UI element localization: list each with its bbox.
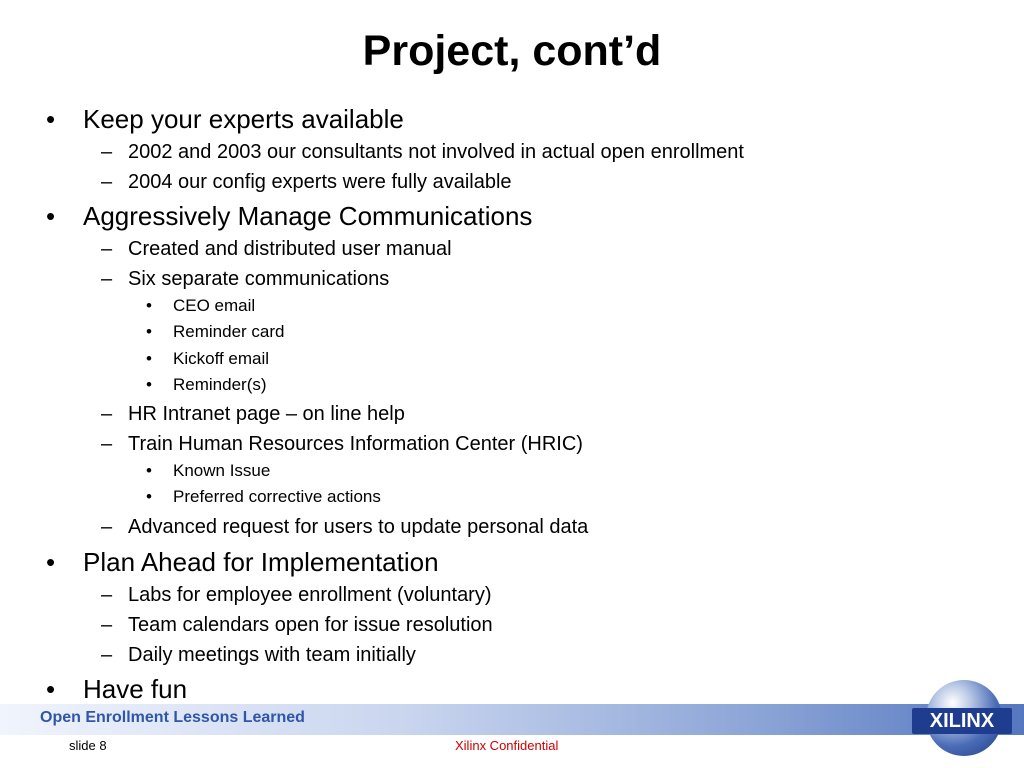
logo-text: XILINX	[929, 710, 995, 732]
footer-title: Open Enrollment Lessons Learned	[40, 709, 305, 726]
bullet-marker: –	[101, 268, 113, 290]
bullet-text: Team calendars open for issue resolution	[128, 614, 493, 636]
bullet-marker: –	[101, 433, 113, 455]
bullet-text: Reminder card	[173, 322, 285, 341]
bullet-item-level-3	[146, 296, 256, 316]
bullet-text: Created and distributed user manual	[128, 238, 452, 260]
bullet-text: Known Issue	[173, 461, 271, 480]
bullet-marker: –	[101, 614, 113, 636]
bullet-text: 2002 and 2003 our consultants not involved in actual open enrollment	[128, 141, 744, 163]
bullet-item-level-2	[101, 613, 493, 637]
bullet-marker: •	[146, 375, 152, 394]
bullet-marker: •	[146, 296, 152, 315]
bullet-marker: •	[46, 201, 56, 231]
bullet-marker: –	[101, 238, 113, 260]
bullet-text: Train Human Resources Information Center (HRIC)	[128, 433, 583, 455]
bullet-text: Plan Ahead for Implementation	[83, 547, 439, 577]
bullet-item-level-3	[146, 461, 271, 481]
bullet-marker: –	[101, 584, 113, 606]
bullet-item-level-2	[101, 583, 492, 607]
bullet-item-level-2	[101, 267, 390, 291]
bullet-text: Have fun	[83, 674, 188, 704]
bullet-item-level-1	[46, 674, 188, 704]
xilinx-logo-icon	[912, 680, 1012, 760]
confidential-label: Xilinx Confidential	[455, 738, 559, 753]
bullet-item-level-1	[46, 201, 533, 231]
bullet-item-level-3	[146, 349, 270, 369]
slide-number: slide 8	[69, 738, 107, 753]
bullet-marker: –	[101, 171, 113, 193]
bullet-marker: •	[46, 104, 56, 134]
bullet-text: 2004 our config experts were fully available	[128, 171, 512, 193]
bullet-item-level-2	[101, 402, 405, 426]
bullet-item-level-2	[101, 643, 416, 667]
bullet-item-level-2	[101, 140, 744, 164]
bullet-marker: –	[101, 403, 113, 425]
slide-title: Project, cont’d	[362, 27, 662, 75]
bullet-text: Preferred corrective actions	[173, 487, 381, 506]
bullet-marker: –	[101, 644, 113, 666]
bullet-marker: •	[146, 487, 152, 506]
bullet-marker: •	[46, 674, 56, 704]
bullet-item-level-2	[101, 432, 583, 456]
bullet-item-level-3	[146, 487, 381, 507]
bullet-text: HR Intranet page – on line help	[128, 403, 405, 425]
bullet-item-level-1	[46, 547, 439, 577]
bullet-text: Labs for employee enrollment (voluntary)	[128, 584, 492, 606]
bullet-item-level-1	[46, 104, 404, 134]
bullet-text: Keep your experts available	[83, 104, 404, 134]
bullet-text: Aggressively Manage Communications	[83, 201, 533, 231]
bullet-marker: –	[101, 141, 113, 163]
bullet-item-level-2	[101, 515, 589, 539]
bullet-text: CEO email	[173, 296, 256, 315]
bullet-item-level-3	[146, 375, 267, 395]
bullet-item-level-2	[101, 170, 512, 194]
bullet-marker: •	[146, 349, 152, 368]
bullet-marker: –	[101, 516, 113, 538]
bullet-text: Six separate communications	[128, 268, 390, 290]
bullet-text: Kickoff email	[173, 349, 270, 368]
bullet-marker: •	[146, 322, 152, 341]
bullet-marker: •	[46, 547, 56, 577]
bullet-item-level-3	[146, 322, 285, 342]
bullet-text: Advanced request for users to update personal data	[128, 516, 589, 538]
bullet-text: Daily meetings with team initially	[128, 644, 416, 666]
bullet-marker: •	[146, 461, 152, 480]
bullet-text: Reminder(s)	[173, 375, 267, 394]
bullet-item-level-2	[101, 237, 452, 261]
